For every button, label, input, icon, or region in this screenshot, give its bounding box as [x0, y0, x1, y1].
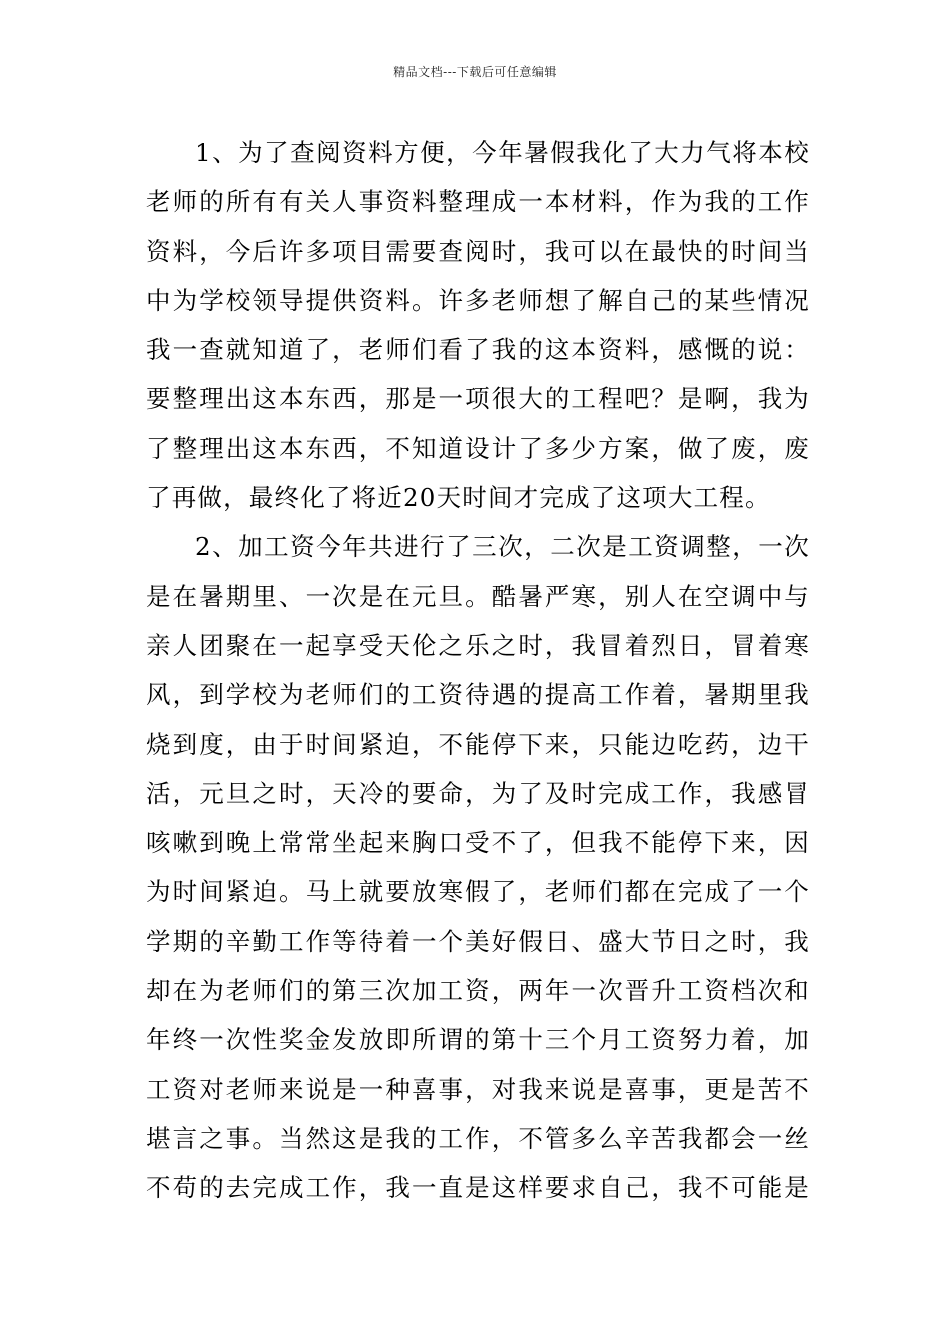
text-line: 了整理出这本东西，不知道设计了多少方案，做了废，废	[146, 433, 810, 463]
text-line: 是在暑期里、一次是在元旦。酷暑严寒，别人在空调中与	[146, 581, 810, 611]
text-line: 为时间紧迫。马上就要放寒假了，老师们都在完成了一个	[146, 877, 810, 907]
page-header: 精品文档---下载后可任意编辑	[393, 65, 557, 79]
text-line: 活，元旦之时，天冷的要命，为了及时完成工作，我感冒	[146, 778, 810, 808]
text-line: 1、为了查阅资料方便，今年暑假我化了大力气将本校	[195, 138, 810, 167]
text-line: 2、加工资今年共进行了三次，二次是工资调整，一次	[195, 532, 810, 562]
text-line: 亲人团聚在一起享受天伦之乐之时，我冒着烈日，冒着寒	[146, 630, 810, 660]
text-line: 资料，今后许多项目需要查阅时，我可以在最快的时间当	[146, 236, 810, 266]
text-line: 烧到度，由于时间紧迫，不能停下来，只能边吃药，边干	[146, 729, 810, 759]
text-line: 要整理出这本东西，那是一项很大的工程吧？是啊，我为	[146, 384, 810, 414]
text-line: 工资对老师来说是一种喜事，对我来说是喜事，更是苦不	[146, 1074, 810, 1104]
text-line: 不苟的去完成工作，我一直是这样要求自己，我不可能是	[146, 1173, 810, 1203]
text-line: 年终一次性奖金发放即所谓的第十三个月工资努力着，加	[146, 1025, 810, 1055]
text-line: 中为学校领导提供资料。许多老师想了解自己的某些情况	[146, 285, 810, 315]
text-line: 老师的所有有关人事资料整理成一本材料，作为我的工作	[146, 187, 810, 217]
text-line: 咳嗽到晚上常常坐起来胸口受不了，但我不能停下来，因	[146, 828, 810, 858]
document-body	[146, 128, 810, 1213]
text-line: 风，到学校为老师们的工资待遇的提高工作着，暑期里我	[146, 680, 810, 710]
paragraph-1	[146, 128, 810, 522]
text-line: 却在为老师们的第三次加工资，两年一次晋升工资档次和	[146, 976, 810, 1006]
paragraph-2	[146, 522, 810, 1212]
text-line: 了再做，最终化了将近20天时间才完成了这项大工程。	[146, 483, 771, 513]
text-line: 堪言之事。当然这是我的工作，不管多么辛苦我都会一丝	[146, 1123, 810, 1153]
text-line: 我一查就知道了，老师们看了我的这本资料，感慨的说：	[146, 335, 810, 365]
text-line: 学期的辛勤工作等待着一个美好假日、盛大节日之时，我	[146, 926, 810, 956]
